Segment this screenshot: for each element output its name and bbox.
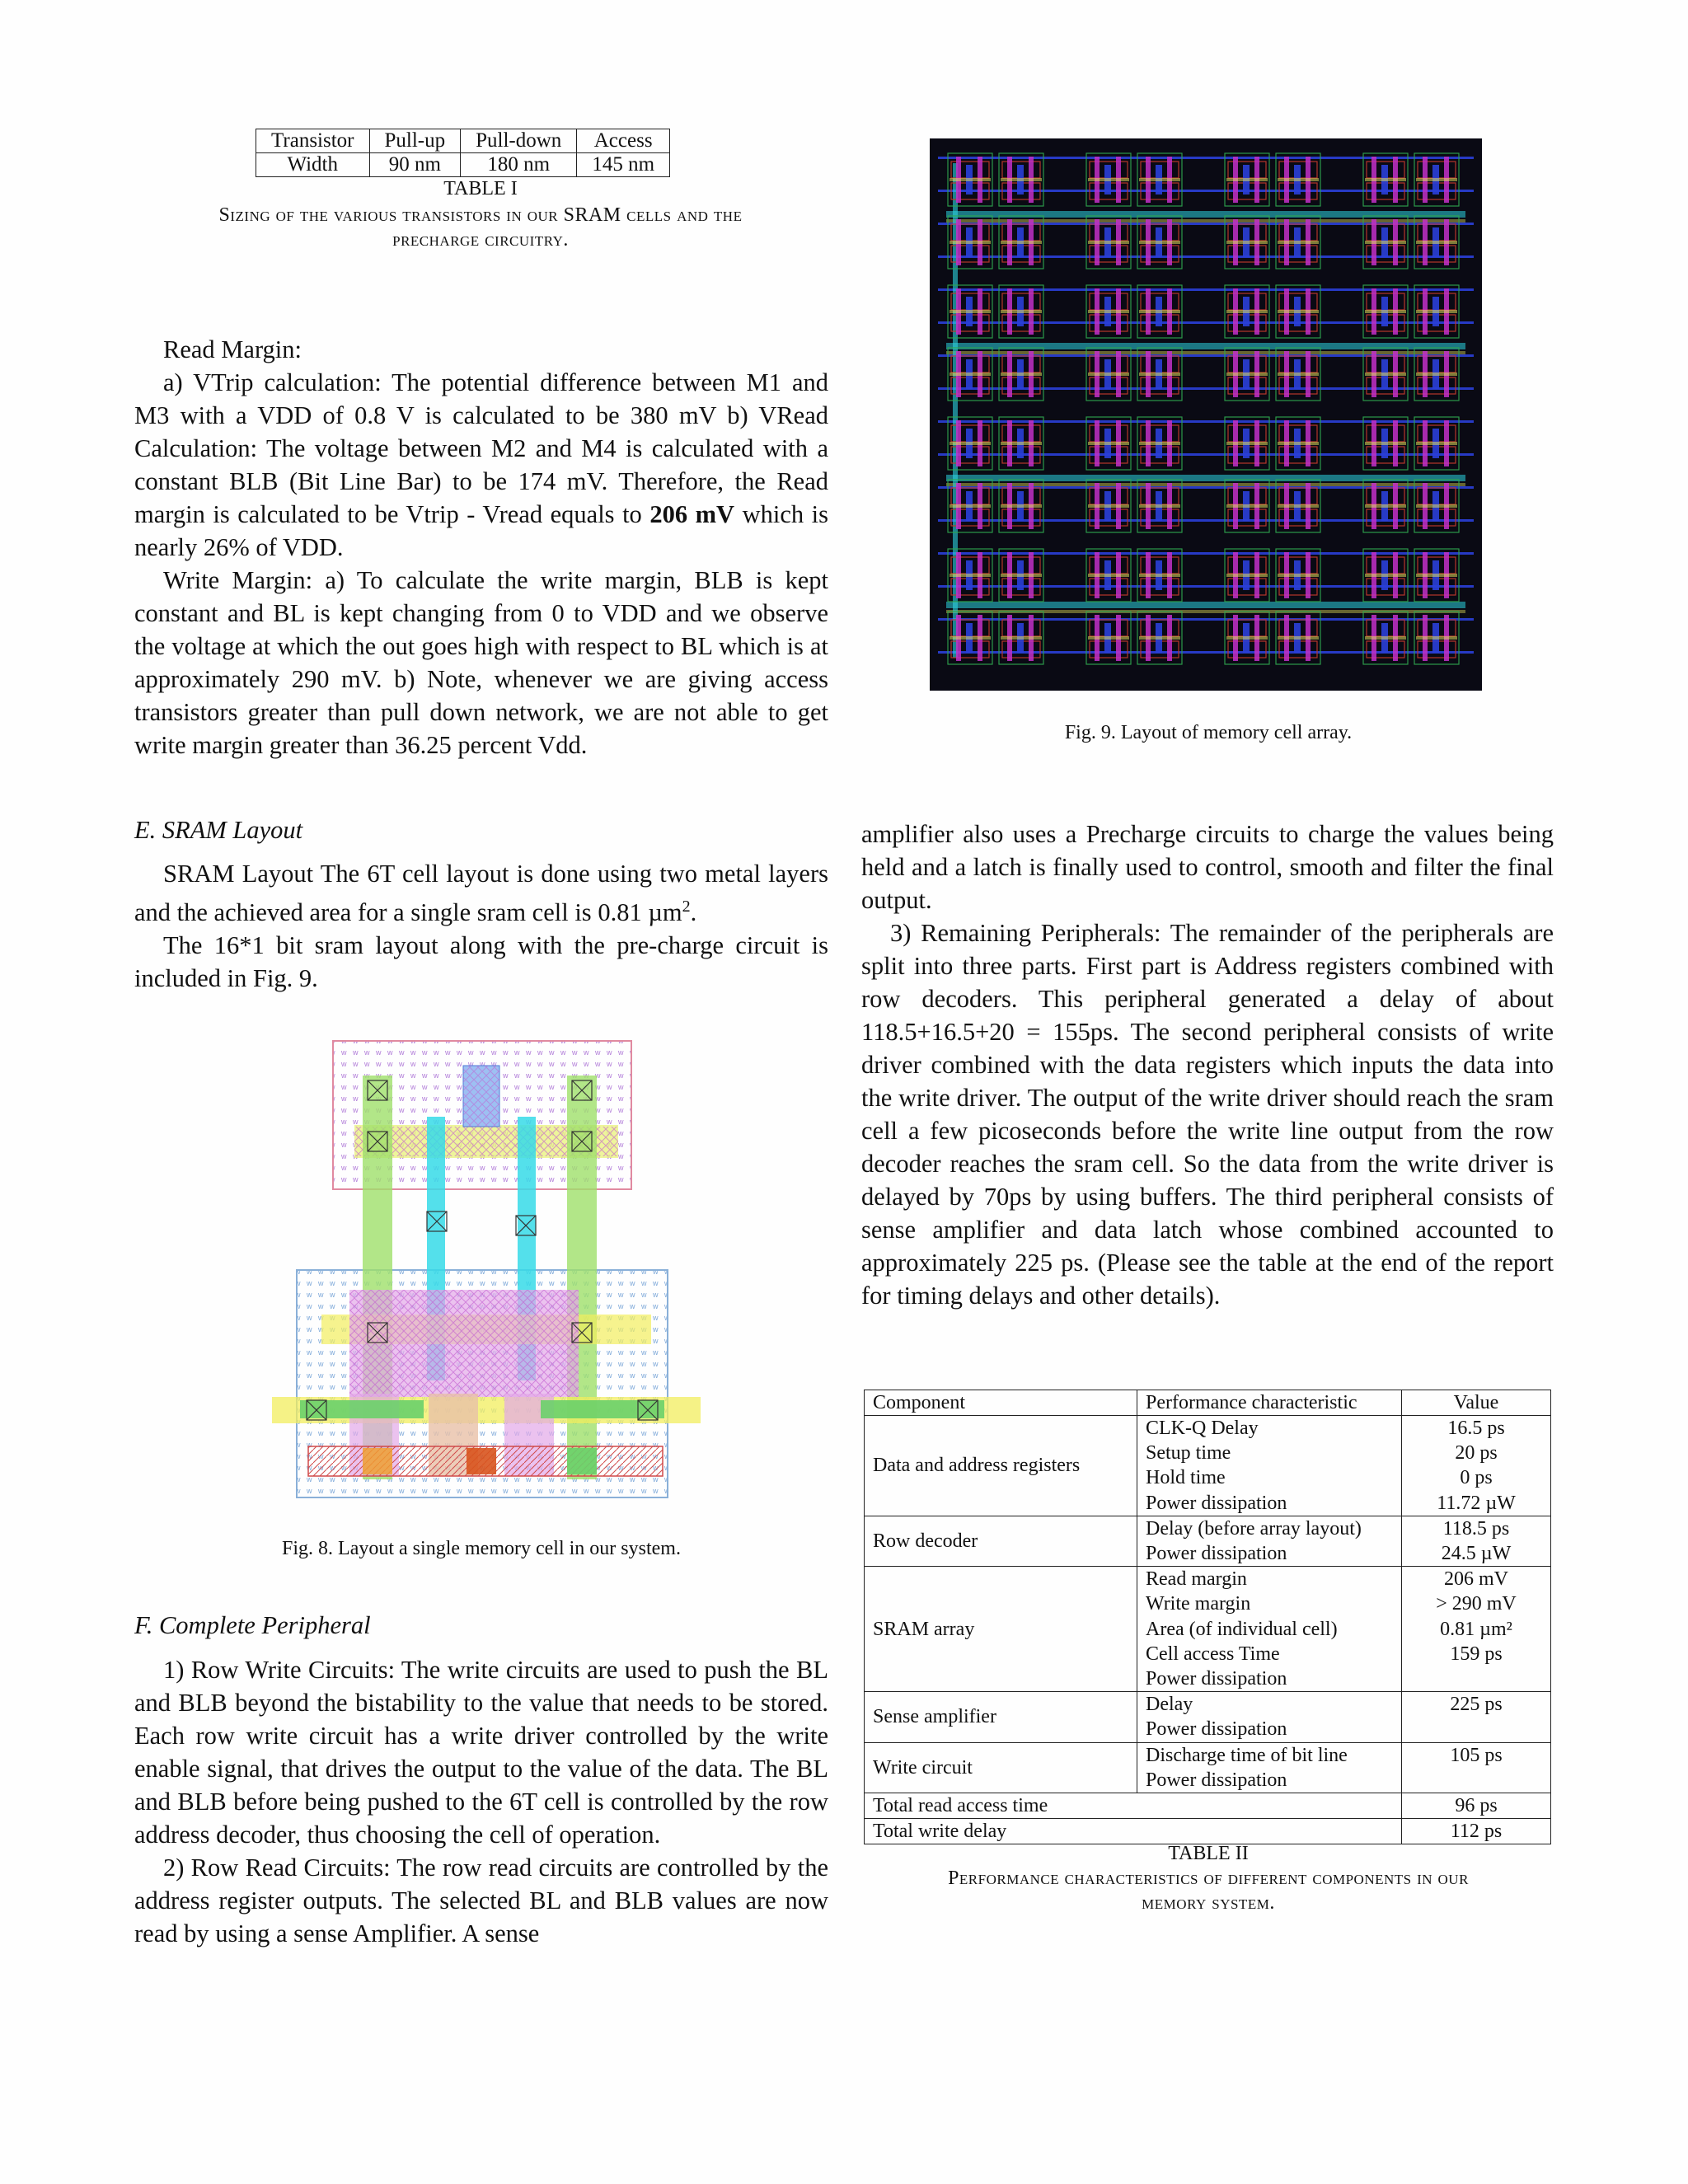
- row-read-paragraph: 2) Row Read Circuits: The row read circuits are controlled by the address register outputs. The selected BL and BLB values are now read by using a sense Amplifier. A sense: [134, 1854, 828, 1947]
- characteristic-item: Hold time: [1146, 1467, 1226, 1489]
- table-cell: 145 nm: [577, 153, 670, 177]
- array-cell-poly-shape: [1365, 310, 1406, 313]
- array-cell-poly-shape: [1365, 504, 1406, 508]
- remaining-peripherals-paragraph: 3) Remaining Peripherals: The remainder of the peripherals are split into three parts. First part is Address registers combined with row decoders. This peripheral generated a delay of about 118.5+16.5+20 = 155ps. The second peripheral consists of write driver combined with the data registers which inputs the data into the write driver. The output of the write driver should reach the sram cell a few picoseconds before the write line output from the row decoder reaches the sram cell. So the data from the write driver is delayed by 70ps by using buffers. The third peripheral consists of sense amplifier and data latch whose combined accounted to approximately 225 ps. (Please see the table at the end of the report for timing delays and other details).: [861, 919, 1554, 1310]
- total-value-cell: 112 ps: [1402, 1819, 1551, 1844]
- array-cell-poly-shape: [1416, 504, 1457, 508]
- sram-16-paragraph: The 16*1 bit sram layout along with the pre-charge circuit is included in Fig. 9.: [134, 931, 828, 993]
- read-margin-value: 206 mV: [649, 500, 735, 528]
- array-cell-poly-shape: [1139, 373, 1180, 376]
- sram-layout-section: [134, 857, 828, 995]
- table-cell: Component: [865, 1390, 1137, 1416]
- value-item: 225 ps: [1450, 1694, 1503, 1716]
- table-cell: 180 nm: [461, 153, 577, 177]
- array-cell-poly-shape: [1088, 636, 1129, 640]
- array-cell-poly-shape: [1001, 178, 1042, 181]
- characteristic-item: Write margin: [1146, 1593, 1251, 1615]
- table-cell: Performance characteristic: [1137, 1390, 1402, 1416]
- value-item: 16.5 ps: [1447, 1418, 1505, 1439]
- array-cell-poly-shape: [950, 574, 991, 577]
- values-cell: [1402, 1742, 1551, 1793]
- read-margin-text: a) VTrip calculation: The potential difference between M1 and M3 with a VDD of 0.8 V is calculated to be 380 mV b) VRead Calculation: The voltage between M2 and M4 is calculated with a constant BLB (Bit Line Bar) to be 174 mV. Therefore, the Read margin is calculated to be Vtrip - Vread equals to: [134, 368, 828, 528]
- table-2: [864, 1390, 1551, 1844]
- total-value-cell: 96 ps: [1402, 1793, 1551, 1819]
- value-item: 0.81 µm²: [1440, 1618, 1512, 1640]
- total-label-cell: Total write delay: [865, 1819, 1402, 1844]
- characteristic-item: Power dissipation: [1146, 1718, 1287, 1741]
- array-cell-poly-shape: [1365, 178, 1406, 181]
- array-cell-poly-shape: [1088, 442, 1129, 445]
- memory-array-figure: [930, 138, 1482, 691]
- array-cell-poly-shape: [950, 636, 991, 640]
- memory-array-svg: [930, 138, 1482, 691]
- characteristic-item: Power dissipation: [1146, 1668, 1287, 1690]
- component-cell: SRAM array: [865, 1567, 1137, 1692]
- table-1: [256, 129, 670, 177]
- array-cell-poly-shape: [1226, 636, 1268, 640]
- row-write-paragraph: 1) Row Write Circuits: The write circuits are used to push the BL and BLB beyond the bistability to the value that needs to be stored. Each row write circuit has a write driver controlled by the write enable signal, that drives the output to the value of the data. The BL and BLB before being pushed to the 6T cell is controlled by the row address decoder, thus choosing the cell of operation.: [134, 1656, 828, 1849]
- array-cell-poly-shape: [950, 178, 991, 181]
- array-cell-poly-shape: [1278, 310, 1319, 313]
- characteristics-cell: [1137, 1516, 1402, 1566]
- component-cell: Row decoder: [865, 1516, 1137, 1566]
- array-cell-poly-shape: [1088, 310, 1129, 313]
- characteristic-item: Setup time: [1146, 1442, 1231, 1465]
- array-cell-poly-shape: [1278, 178, 1319, 181]
- array-poly-shape: [946, 351, 1465, 354]
- fig8-caption: Fig. 8. Layout a single memory cell in our system.: [282, 1538, 681, 1559]
- characteristics-cell: [1137, 1692, 1402, 1742]
- array-wordline-shape: [946, 211, 1465, 218]
- characteristic-item: Delay (before array layout): [1146, 1517, 1362, 1540]
- characteristics-cell: [1137, 1567, 1402, 1692]
- read-write-margin-section: [134, 333, 828, 762]
- table-cell: Value: [1402, 1390, 1551, 1416]
- array-cell-poly-shape: [1226, 310, 1268, 313]
- array-wordline-shape: [946, 475, 1465, 481]
- values-cell: [1402, 1567, 1551, 1692]
- array-cell-poly-shape: [1226, 442, 1268, 445]
- component-cell: Sense amplifier: [865, 1692, 1137, 1742]
- array-cell-poly-shape: [1139, 178, 1180, 181]
- table-cell: 90 nm: [369, 153, 461, 177]
- characteristic-item: Power dissipation: [1146, 1769, 1287, 1791]
- read-margin-title: Read Margin:: [163, 335, 302, 363]
- array-poly-shape: [946, 219, 1465, 223]
- component-cell: Data and address registers: [865, 1416, 1137, 1516]
- array-cell-poly-shape: [1226, 373, 1268, 376]
- array-cell-poly-shape: [1001, 636, 1042, 640]
- read-margin-paragraph: [134, 366, 828, 564]
- single-cell-layout-figure: [247, 1034, 725, 1504]
- table-row: [256, 153, 670, 177]
- array-cell-poly-shape: [1278, 504, 1319, 508]
- array-cell-poly-shape: [1088, 504, 1129, 508]
- array-cell-poly-shape: [1365, 636, 1406, 640]
- characteristics-cell: [1137, 1416, 1402, 1516]
- array-cell-poly-shape: [1416, 442, 1457, 445]
- array-cell-poly-shape: [1088, 574, 1129, 577]
- array-cell-poly-shape: [1226, 574, 1268, 577]
- table-cell: Width: [256, 153, 370, 177]
- characteristic-item: Delay: [1146, 1694, 1193, 1716]
- array-cell-poly-shape: [950, 442, 991, 445]
- array-cell-poly-shape: [1365, 373, 1406, 376]
- table-cell: Transistor: [256, 129, 370, 153]
- peripheral-section: [134, 1653, 828, 1950]
- array-cell-poly-shape: [950, 310, 991, 313]
- write-margin-paragraph: Write Margin: a) To calculate the write margin, BLB is kept constant and BL is kept changing from 0 to VDD and we observe the voltage at which the out goes high with respect to BL which is at approximately 290 mV. b) Note, whenever we are giving access transistors greater than pull down network, we are not able to get write margin greater than 36.25 percent Vdd.: [134, 566, 828, 759]
- characteristic-item: Discharge time of bit line: [1146, 1744, 1348, 1766]
- characteristic-item: Cell access Time: [1146, 1643, 1280, 1665]
- table-1-label: TABLE I: [443, 178, 518, 199]
- characteristic-item: Read margin: [1146, 1568, 1247, 1591]
- section-e-heading: E. SRAM Layout: [134, 816, 303, 844]
- array-cell-poly-shape: [1416, 310, 1457, 313]
- sram-layout-text: SRAM Layout The 6T cell layout is done using two metal layers and the achieved area for a single sram cell is: [134, 860, 828, 927]
- read-margin-text-end: which is nearly 26% of VDD.: [134, 500, 829, 561]
- sram-area-value: 0.81 µm: [598, 898, 682, 927]
- sram-layout-period: .: [690, 898, 697, 927]
- array-cell-poly-shape: [1001, 373, 1042, 376]
- array-cell-poly-shape: [1416, 241, 1457, 244]
- value-item: 159 ps: [1450, 1643, 1503, 1665]
- table-1-caption-line2: precharge circuitry.: [392, 229, 569, 251]
- component-cell: Write circuit: [865, 1742, 1137, 1793]
- right-column-text: [861, 818, 1554, 1312]
- value-item: 0 ps: [1460, 1467, 1493, 1489]
- array-cell-poly-shape: [950, 241, 991, 244]
- sizing-table: [256, 129, 670, 177]
- array-cell-poly-shape: [1001, 241, 1042, 244]
- array-cell-poly-shape: [1416, 574, 1457, 577]
- array-cell-poly-shape: [1139, 310, 1180, 313]
- performance-table: [864, 1390, 1551, 1844]
- table-row: [865, 1819, 1551, 1844]
- values-cell: [1402, 1416, 1551, 1516]
- array-poly-shape: [946, 483, 1465, 486]
- table-cell: Pull-up: [369, 129, 461, 153]
- table-row: [865, 1692, 1551, 1742]
- array-wordline-shape: [946, 602, 1465, 608]
- array-cell-poly-shape: [1365, 442, 1406, 445]
- table-row: [865, 1742, 1551, 1793]
- array-cell-poly-shape: [1139, 241, 1180, 244]
- array-cell-poly-shape: [1001, 310, 1042, 313]
- array-cell-poly-shape: [1139, 574, 1180, 577]
- table-row: [865, 1516, 1551, 1566]
- sram-layout-paragraph: [134, 857, 828, 929]
- value-item: 206 mV: [1444, 1568, 1508, 1591]
- table-2-caption-line1: Performance characteristics of different components in our: [948, 1868, 1469, 1889]
- value-item: 20 ps: [1455, 1442, 1498, 1465]
- array-cell-poly-shape: [1139, 442, 1180, 445]
- table-row: [865, 1793, 1551, 1819]
- fig9-caption: Fig. 9. Layout of memory cell array.: [1064, 722, 1353, 743]
- values-cell: [1402, 1692, 1551, 1742]
- value-item: > 290 mV: [1436, 1593, 1517, 1615]
- value-item: 11.72 µW: [1437, 1492, 1516, 1514]
- characteristic-item: Power dissipation: [1146, 1492, 1287, 1514]
- value-item: 118.5 ps: [1442, 1517, 1510, 1540]
- table-header-row: [256, 129, 670, 153]
- characteristic-item: Area (of individual cell): [1146, 1618, 1338, 1640]
- array-cell-poly-shape: [1226, 504, 1268, 508]
- access-right-shape: [541, 1400, 664, 1418]
- table-2-caption-line2: memory system.: [1142, 1892, 1275, 1914]
- array-cell-poly-shape: [950, 504, 991, 508]
- array-cell-poly-shape: [1001, 442, 1042, 445]
- table-1-caption-line1: Sizing of the various transistors in our SRAM cells and the: [218, 204, 743, 226]
- array-cell-poly-shape: [1088, 373, 1129, 376]
- array-cell-poly-shape: [1088, 241, 1129, 244]
- value-item: 24.5 µW: [1441, 1543, 1512, 1565]
- array-cell-poly-shape: [1001, 574, 1042, 577]
- array-cell-poly-shape: [1088, 178, 1129, 181]
- array-cell-poly-shape: [1278, 636, 1319, 640]
- array-cell-poly-shape: [1226, 178, 1268, 181]
- array-cell-poly-shape: [1278, 442, 1319, 445]
- array-cell-poly-shape: [1416, 636, 1457, 640]
- value-item: 105 ps: [1450, 1744, 1503, 1766]
- table-row: [865, 1567, 1551, 1692]
- array-cell-poly-shape: [1365, 241, 1406, 244]
- characteristics-cell: [1137, 1742, 1402, 1793]
- table-header-row: [865, 1390, 1551, 1416]
- table-cell: Access: [577, 129, 670, 153]
- amplifier-paragraph: amplifier also uses a Precharge circuits to charge the values being held and a latch is finally used to control, smooth and filter the final output.: [861, 820, 1554, 914]
- table-row: [865, 1416, 1551, 1516]
- array-cell-poly-shape: [1001, 504, 1042, 508]
- total-label-cell: Total read access time: [865, 1793, 1402, 1819]
- array-cell-poly-shape: [1139, 636, 1180, 640]
- array-cell-poly-shape: [1416, 373, 1457, 376]
- table-cell: Pull-down: [461, 129, 577, 153]
- array-cell-poly-shape: [1278, 241, 1319, 244]
- sram-area-exponent: 2: [682, 898, 691, 916]
- characteristic-item: CLK-Q Delay: [1146, 1418, 1259, 1439]
- values-cell: [1402, 1516, 1551, 1566]
- characteristic-item: Power dissipation: [1146, 1543, 1287, 1565]
- array-cell-poly-shape: [1278, 373, 1319, 376]
- array-cell-poly-shape: [1278, 574, 1319, 577]
- array-wordline-shape: [946, 343, 1465, 349]
- array-cell-poly-shape: [950, 373, 991, 376]
- access-left-shape: [300, 1400, 424, 1418]
- section-f-heading: F. Complete Peripheral: [134, 1611, 371, 1639]
- array-cell-poly-shape: [1416, 178, 1457, 181]
- array-cell-poly-shape: [1365, 574, 1406, 577]
- array-cell-poly-shape: [1139, 504, 1180, 508]
- array-cell-poly-shape: [1226, 241, 1268, 244]
- table-2-label: TABLE II: [1168, 1843, 1249, 1864]
